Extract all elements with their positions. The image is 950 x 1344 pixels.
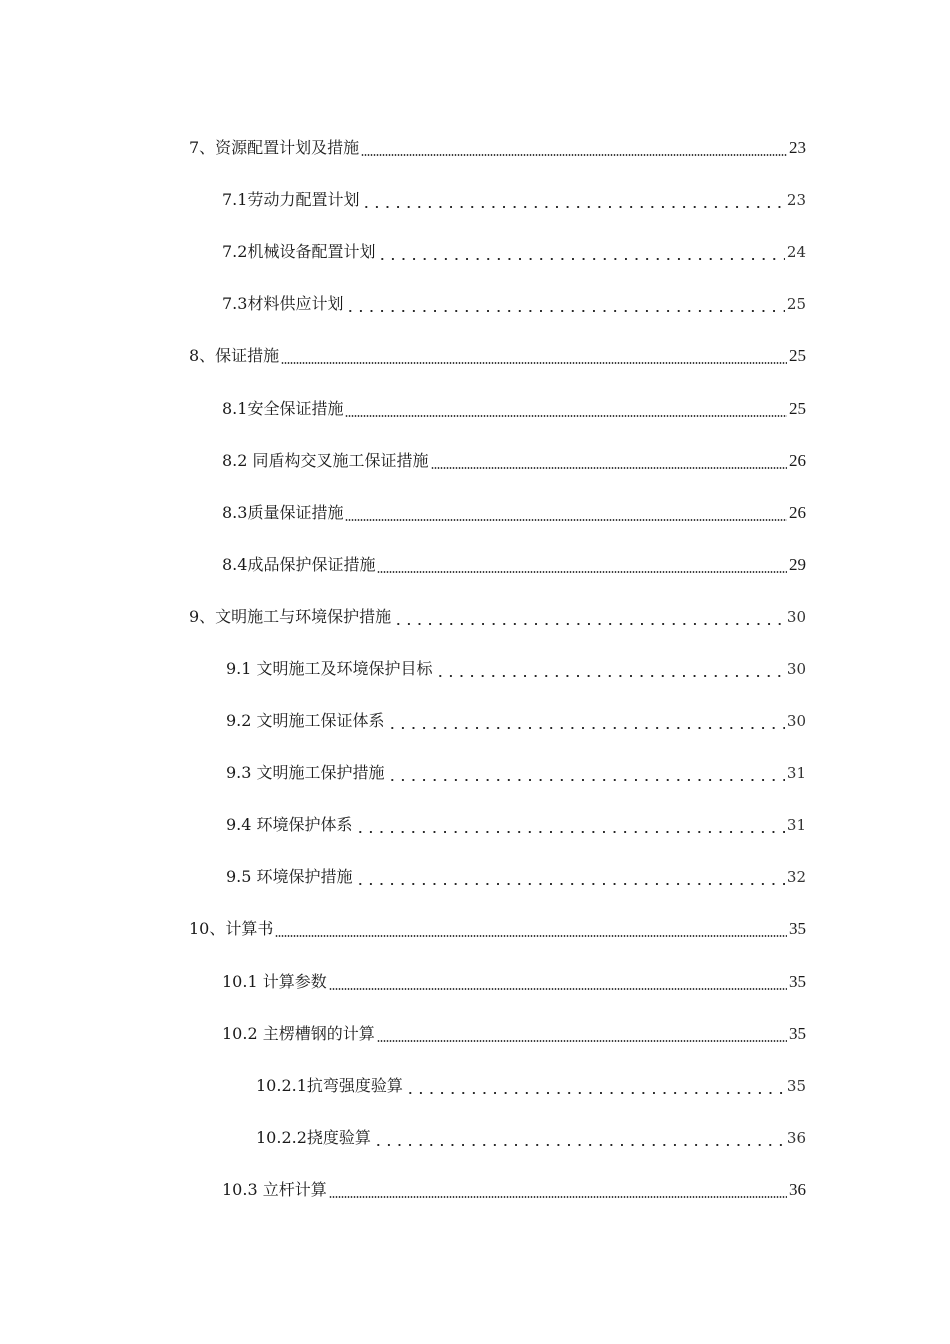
toc-entry-10-3[interactable] — [0, 1164, 950, 1216]
toc-entry-title: 7.1劳动力配置计划 — [222, 190, 360, 210]
toc-entry-10[interactable] — [0, 903, 950, 955]
toc-entry-title: 9.4 环境保护体系 — [226, 815, 353, 835]
dot-leader — [329, 1196, 787, 1198]
toc-entry-page: 35 — [789, 971, 806, 991]
toc-entry-8[interactable] — [0, 330, 950, 382]
toc-entry-page: 30 — [786, 712, 806, 731]
toc-entry-7-3[interactable] — [0, 278, 950, 330]
dot-leader — [361, 206, 784, 208]
dot-leader — [361, 154, 787, 156]
dot-leader — [393, 623, 785, 625]
toc-entry-10-2-1[interactable] — [0, 1060, 950, 1112]
toc-entry-7[interactable] — [0, 122, 950, 174]
toc-entry-page: 26 — [789, 502, 806, 522]
dot-leader — [281, 362, 787, 364]
dot-leader — [405, 1092, 785, 1094]
toc-entry-7-2[interactable] — [0, 226, 950, 278]
toc-entry-title: 10.1 计算参数 — [222, 971, 327, 991]
toc-entry-title: 8.1安全保证措施 — [222, 398, 344, 418]
dot-leader — [345, 310, 784, 312]
toc-entry-title: 7、资源配置计划及措施 — [189, 138, 360, 158]
toc-entry-8-4[interactable] — [0, 539, 950, 591]
dot-leader — [435, 675, 785, 677]
toc-entry-page: 29 — [789, 554, 806, 574]
toc-entry-8-1[interactable] — [0, 382, 950, 434]
dot-leader — [377, 571, 787, 573]
toc-entry-page: 23 — [789, 138, 806, 158]
dot-leader — [355, 831, 785, 833]
toc-entry-title: 9.1 文明施工及环境保护目标 — [226, 658, 433, 678]
toc-entry-7-1[interactable] — [0, 174, 950, 226]
toc-entry-page: 30 — [786, 607, 806, 626]
dot-leader — [355, 883, 785, 885]
toc-entry-page: 35 — [789, 919, 806, 939]
toc-entry-title: 10、计算书 — [189, 919, 274, 939]
toc-entry-title: 10.2 主楞槽钢的计算 — [222, 1023, 375, 1043]
toc-entry-title: 9、文明施工与环境保护措施 — [189, 606, 392, 626]
toc-entry-page: 26 — [789, 450, 806, 470]
toc-entry-title: 10.2.1抗弯强度验算 — [256, 1075, 403, 1095]
toc-entry-page: 30 — [786, 659, 806, 678]
dot-leader — [431, 467, 787, 469]
toc-entry-title: 8.2 同盾构交叉施工保证措施 — [222, 450, 429, 470]
toc-entry-page: 36 — [789, 1179, 806, 1199]
toc-entry-9-5[interactable] — [0, 851, 950, 903]
dot-leader — [387, 779, 785, 781]
dot-leader — [387, 727, 785, 729]
toc-entry-title: 10.2.2挠度验算 — [256, 1127, 371, 1147]
toc-entry-page: 25 — [789, 346, 806, 366]
toc-entry-page: 31 — [786, 816, 806, 835]
toc-entry-page: 24 — [786, 243, 806, 262]
toc-entry-title: 8、保证措施 — [189, 346, 280, 366]
dot-leader — [275, 935, 787, 937]
toc-entry-page: 36 — [786, 1128, 806, 1147]
toc-entry-9-4[interactable] — [0, 799, 950, 851]
toc-entry-title: 8.3质量保证措施 — [222, 502, 344, 522]
table-of-contents — [0, 122, 950, 1216]
toc-entry-page: 35 — [789, 1023, 806, 1043]
toc-entry-title: 7.3材料供应计划 — [222, 294, 344, 314]
toc-entry-title: 10.3 立杆计算 — [222, 1179, 327, 1199]
toc-entry-10-1[interactable] — [0, 956, 950, 1008]
toc-entry-10-2[interactable] — [0, 1008, 950, 1060]
toc-entry-page: 35 — [786, 1076, 806, 1095]
toc-entry-page: 25 — [789, 398, 806, 418]
dot-leader — [329, 988, 787, 990]
toc-entry-title: 7.2机械设备配置计划 — [222, 242, 376, 262]
toc-entry-9-3[interactable] — [0, 747, 950, 799]
toc-entry-9[interactable] — [0, 591, 950, 643]
toc-entry-10-2-2[interactable] — [0, 1112, 950, 1164]
toc-entry-8-3[interactable] — [0, 487, 950, 539]
toc-entry-page: 23 — [786, 191, 806, 210]
toc-entry-title: 9.5 环境保护措施 — [226, 867, 353, 887]
dot-leader — [377, 1040, 787, 1042]
dot-leader — [345, 519, 787, 521]
toc-entry-title: 9.2 文明施工保证体系 — [226, 711, 385, 731]
toc-entry-page: 25 — [786, 295, 806, 314]
toc-entry-9-1[interactable] — [0, 643, 950, 695]
toc-entry-9-2[interactable] — [0, 695, 950, 747]
dot-leader — [377, 258, 784, 260]
toc-entry-title: 8.4成品保护保证措施 — [222, 554, 376, 574]
toc-entry-8-2[interactable] — [0, 435, 950, 487]
toc-entry-page: 32 — [786, 868, 806, 887]
dot-leader — [345, 415, 787, 417]
toc-entry-title: 9.3 文明施工保护措施 — [226, 763, 385, 783]
toc-entry-page: 31 — [786, 764, 806, 783]
dot-leader — [373, 1144, 785, 1146]
